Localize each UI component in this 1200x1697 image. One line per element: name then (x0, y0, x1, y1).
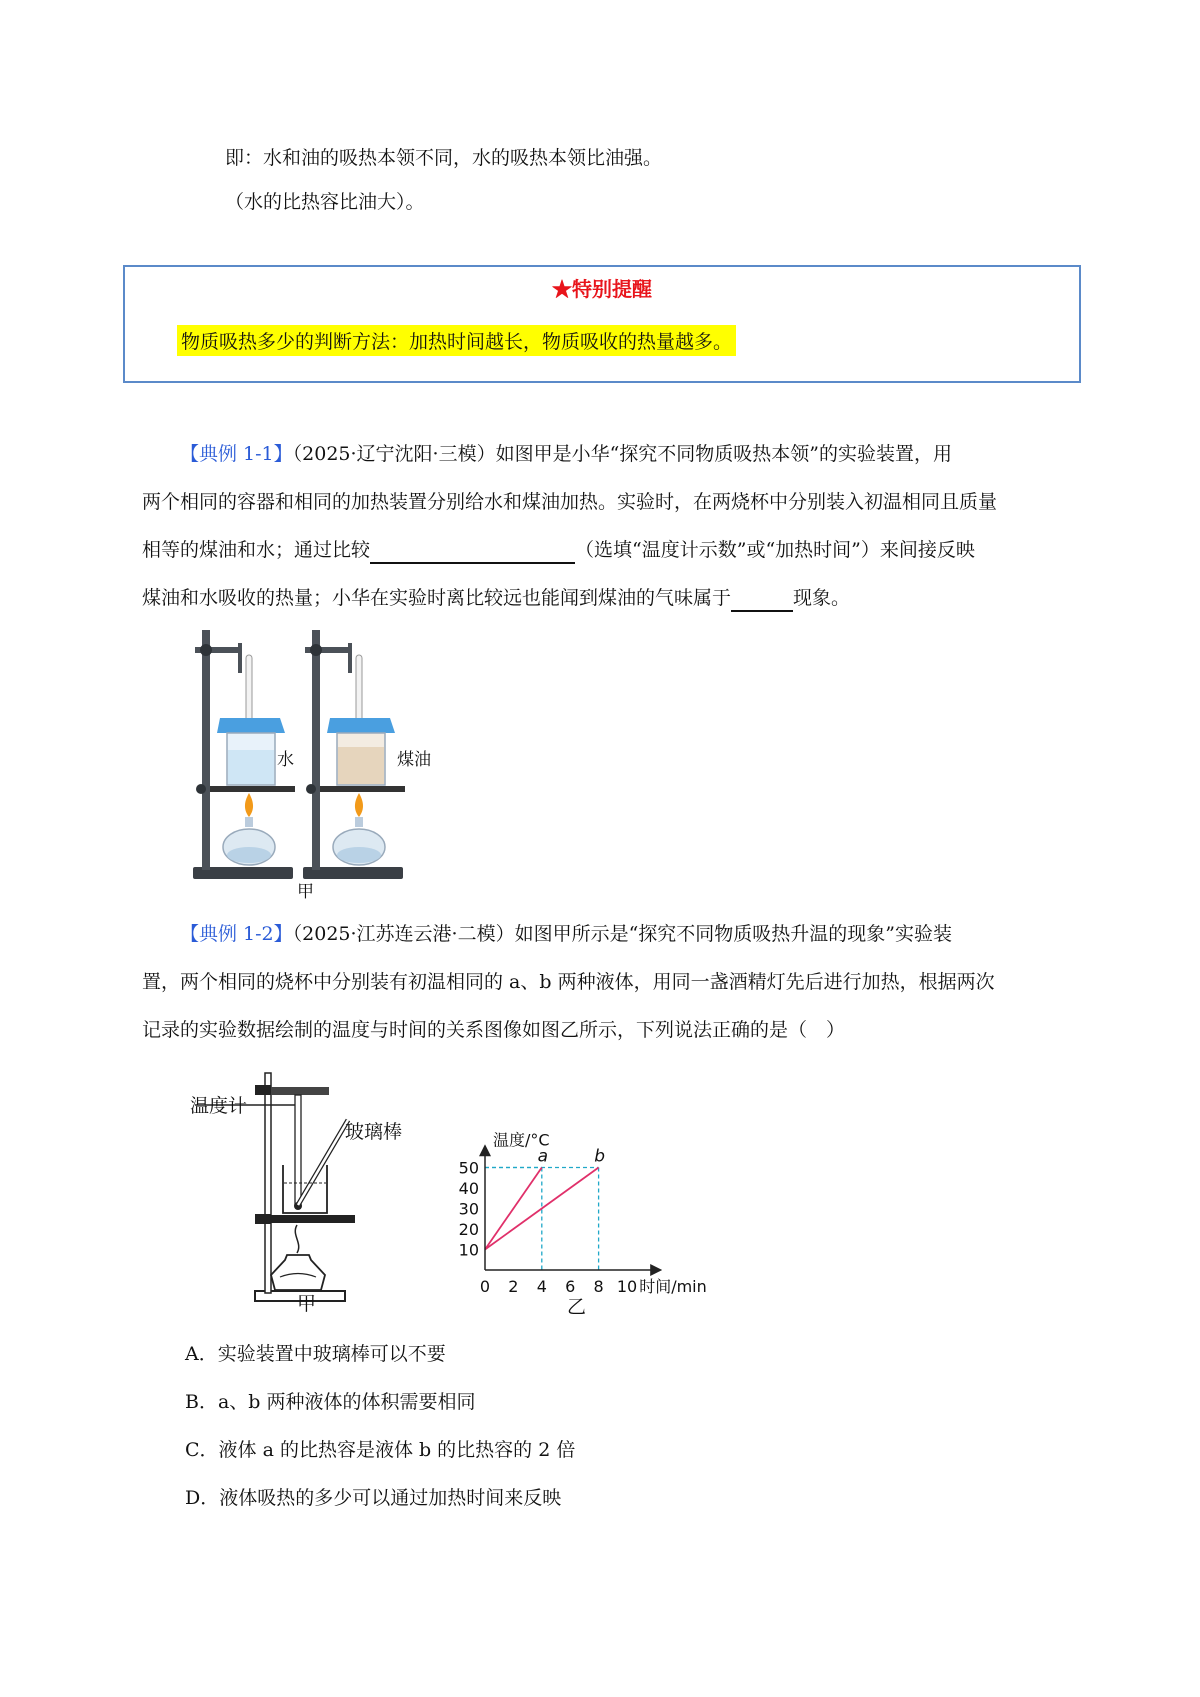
y-axis-label: 温度/°C (493, 1130, 550, 1150)
series-label-b: b (594, 1146, 605, 1167)
series-line-a (485, 1168, 542, 1250)
series-line-b (485, 1168, 599, 1250)
option-c[interactable]: C．液体 a 的比热容是液体 b 的比热容的 2 倍 (185, 1439, 576, 1461)
y-tick-label: 30 (458, 1199, 479, 1219)
heating-apparatus-figure (185, 625, 431, 905)
example2-line-2: 置，两个相同的烧杯中分别装有初温相同的 a、b 两种液体，用同一盏酒精灯先后进行加热，根据两次 (142, 971, 995, 993)
label-water: 水 (277, 750, 294, 770)
example2-text-1: （2025·江苏连云港·二模）如图甲所示是“探究不同物质吸热升温的现象”实验装 (292, 923, 953, 945)
special-reminder-text: 物质吸热多少的判断方法：加热时间越长，物质吸收的热量越多。 (177, 325, 736, 356)
figure2-caption-right: 乙 (567, 1296, 587, 1318)
stand-right (303, 630, 405, 879)
x-tick-label: 6 (565, 1277, 576, 1296)
example1-line-1 (180, 440, 952, 468)
example1-text-3b: （选填“温度计示数”或“加热时间”）来间接反映 (575, 539, 975, 561)
example2-line-1 (180, 920, 952, 948)
example1-tag: 【典例 1-1】 (180, 443, 293, 465)
special-reminder-title: ★特别提醒 (552, 277, 652, 301)
y-tick-label: 10 (458, 1240, 479, 1260)
label-thermometer: 温度计 (190, 1095, 248, 1117)
x-tick-label: 10 (616, 1277, 638, 1296)
x-tick-label: 4 (536, 1277, 547, 1296)
example1-text-4b: 现象。 (793, 587, 851, 609)
x-tick-label: 0 (479, 1277, 491, 1296)
answer-blank-2[interactable] (731, 586, 793, 612)
figure1-caption: 甲 (297, 882, 314, 902)
y-tick-label: 50 (458, 1158, 479, 1178)
example2-tag: 【典例 1-2】 (180, 923, 293, 945)
example1-line-3 (142, 536, 975, 564)
example1-text-4a: 煤油和水吸收的热量；小华在实验时离比较远也能闻到煤油的气味属于 (142, 587, 732, 609)
example1-line-2: 两个相同的容器和相同的加热装置分别给水和煤油加热。实验时，在两烧杯中分别装入初温相同且质量 (142, 491, 998, 513)
special-reminder-box (123, 265, 1081, 383)
y-tick-label: 40 (458, 1179, 479, 1198)
figure2-caption-left: 甲 (297, 1293, 317, 1315)
intro-line-1: 即：水和油的吸热本领不同，水的吸热本领比油强。 (225, 147, 663, 169)
label-glass-rod: 玻璃棒 (345, 1121, 403, 1143)
example2-line-3: 记录的实验数据绘制的温度与时间的关系图像如图乙所示，下列说法正确的是（ ） (142, 1019, 846, 1041)
option-b[interactable]: B．a、b 两种液体的体积需要相同 (185, 1391, 476, 1413)
temperature-time-chart (440, 1120, 740, 1320)
option-a[interactable]: A．实验装置中玻璃棒可以不要 (185, 1343, 446, 1365)
answer-blank-1[interactable] (370, 538, 575, 564)
x-tick-label: 2 (508, 1277, 519, 1296)
option-d[interactable]: D．液体吸热的多少可以通过加热时间来反映 (185, 1487, 562, 1509)
example1-text-3a: 相等的煤油和水；通过比较 (142, 539, 371, 561)
x-axis-label: 时间/min (639, 1277, 707, 1296)
example1-text-1: （2025·辽宁沈阳·三模）如图甲是小华“探究不同物质吸热本领”的实验装置，用 (292, 443, 953, 465)
series-label-a: a (537, 1146, 549, 1167)
y-tick-label: 20 (458, 1220, 479, 1239)
x-tick-label: 8 (593, 1277, 604, 1296)
intro-line-2: （水的比热容比油大）。 (225, 191, 425, 213)
label-kerosene: 煤油 (397, 750, 431, 770)
example1-line-4 (142, 584, 850, 612)
